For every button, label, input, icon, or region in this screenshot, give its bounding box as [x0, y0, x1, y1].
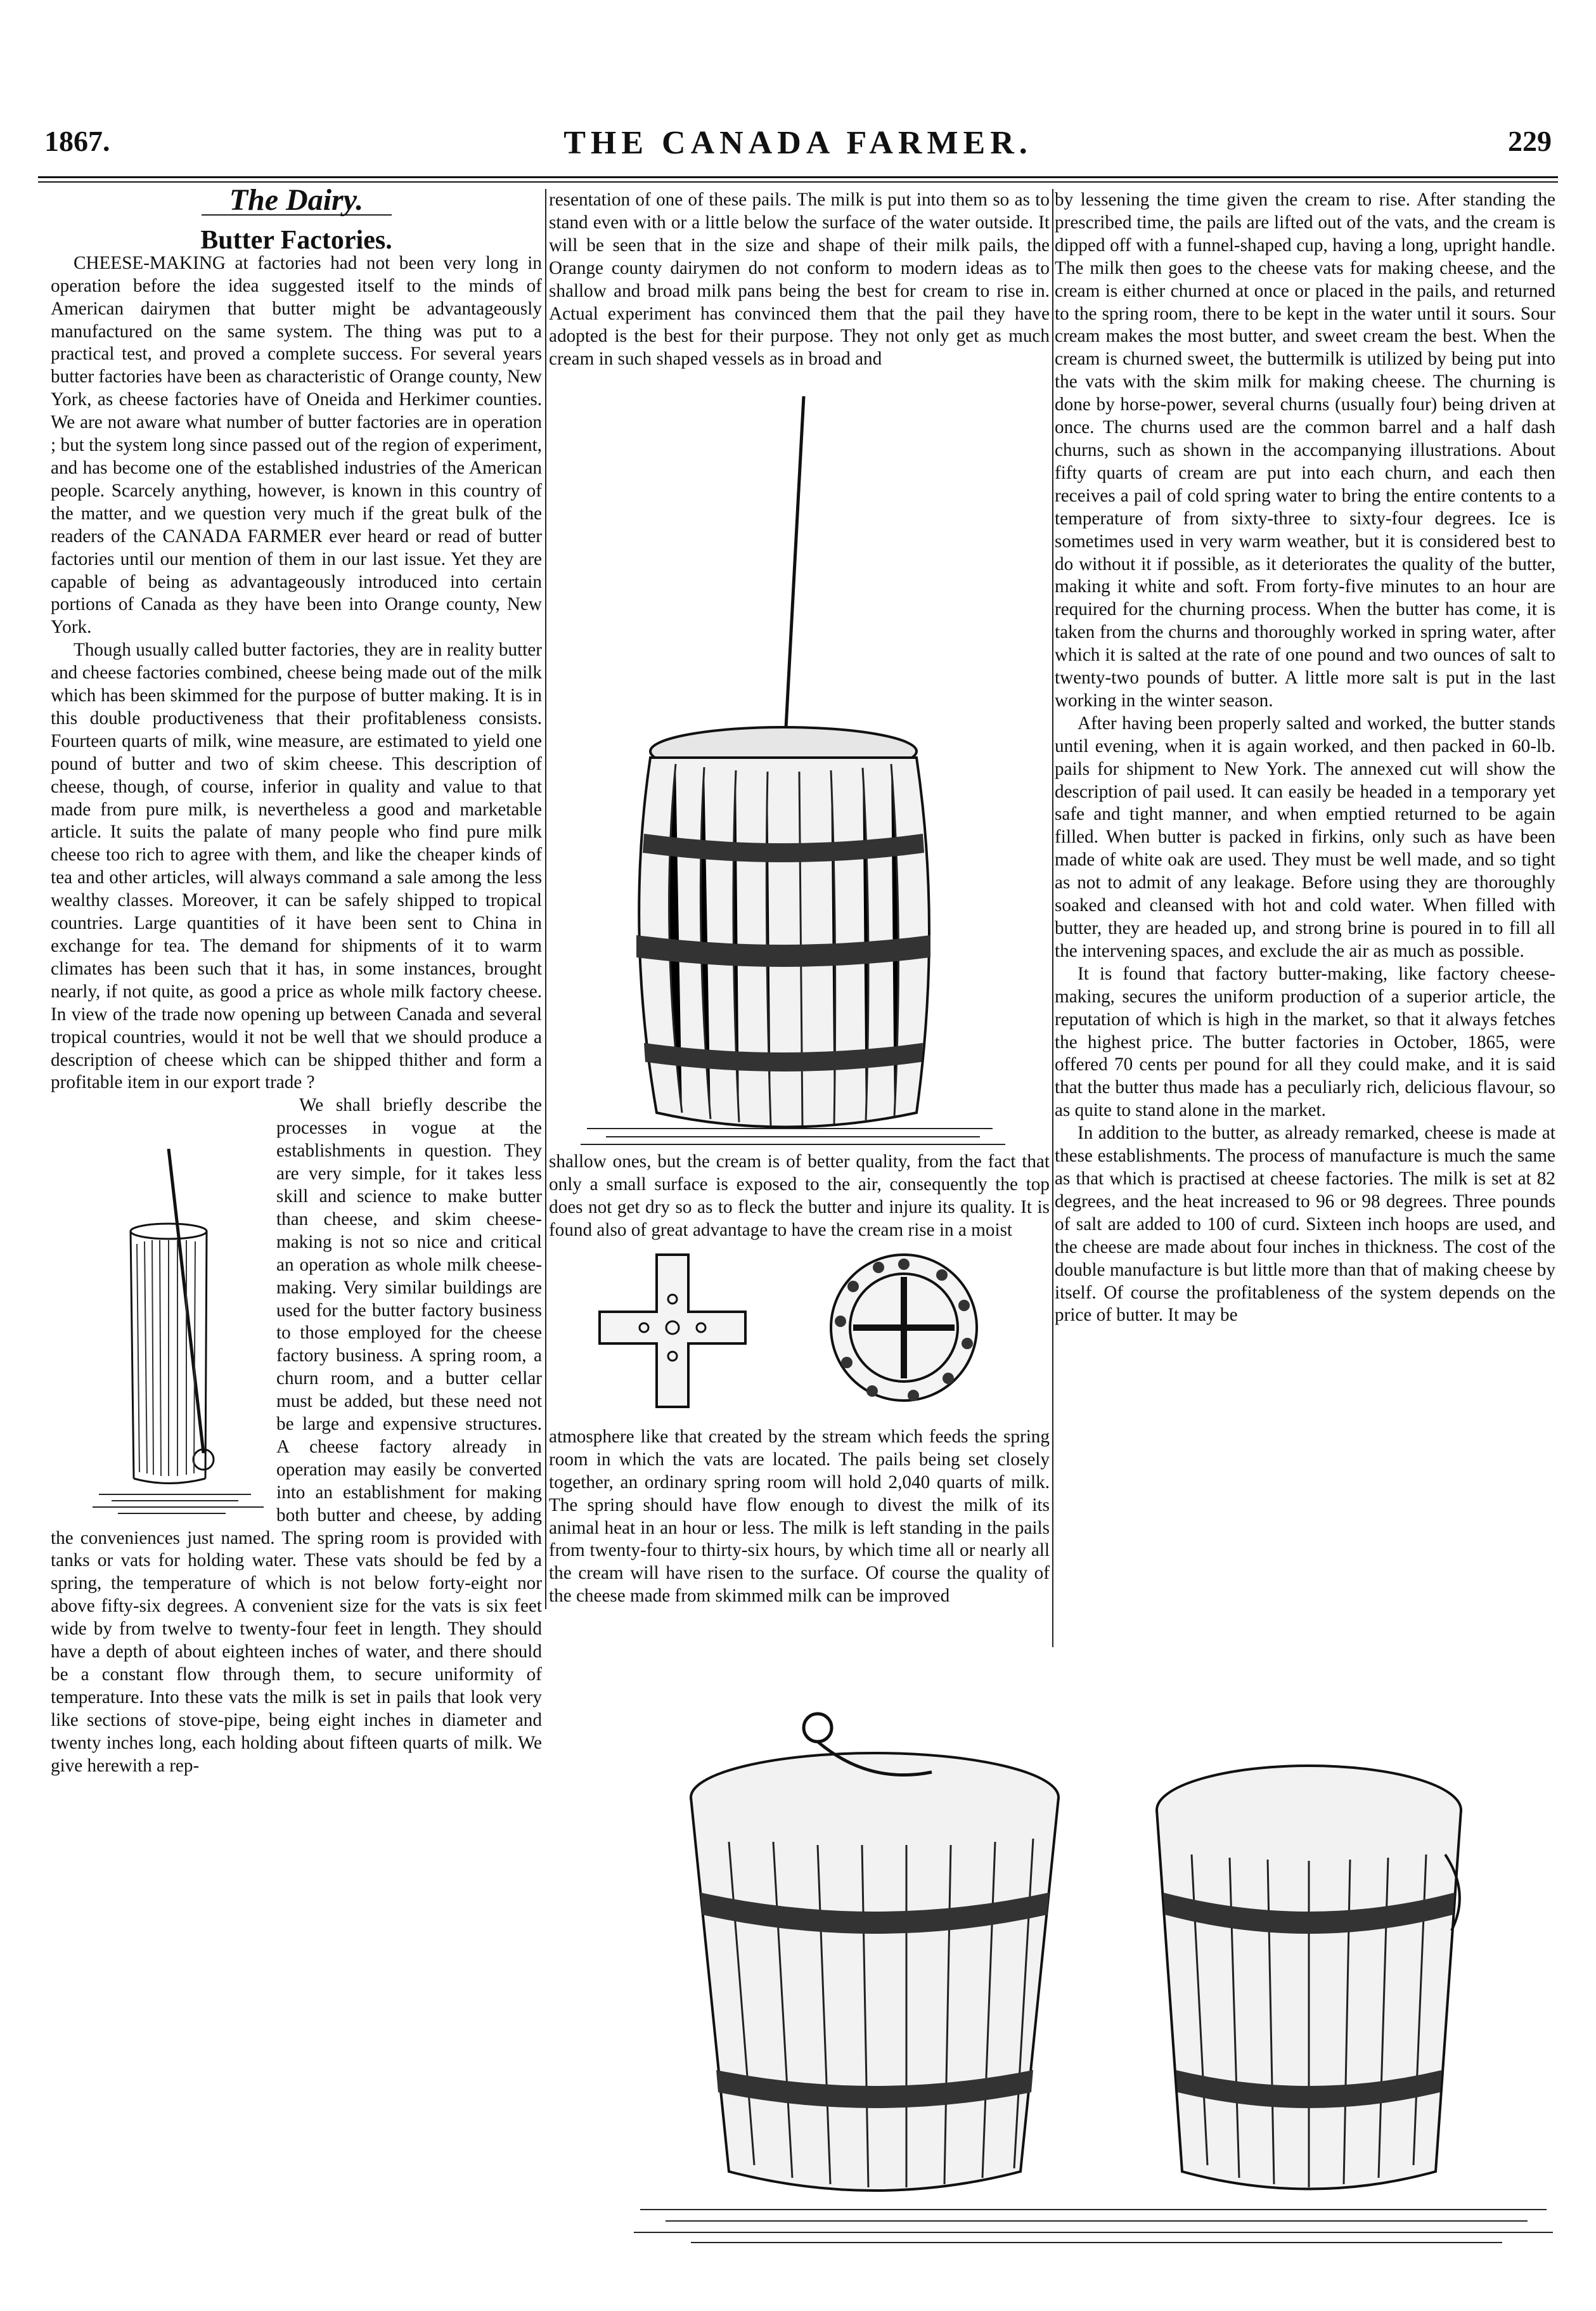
header-rule-thin: [38, 181, 1558, 183]
paragraph: In addition to the butter, as already remarked, cheese is made at these establishments. The process of manufacture is much the same as that which is practised at cheese factories. The milk is set at 82 degrees, and the heat increased to 96 or 98 degrees. Three pounds of salt are added to 100 of curd. Sixteen inch hoops are used, and the cheese are made about four inches in thickness. The cost of the double manufacture is but little more than that of making cheese by itself. Of course the profitableness of the system depends on the price of butter. It may be: [1055, 1123, 1555, 1326]
butter-pails-illustration: [627, 1690, 1559, 2248]
dasher-cross-icon: [549, 1242, 1050, 1426]
butter-pails-icon: [627, 1690, 1559, 2248]
header-rule: [38, 176, 1558, 178]
barrel-churn-icon: [549, 371, 1050, 1151]
churn-illustration: [549, 371, 1050, 1151]
header-title: THE CANADA FARMER.: [563, 125, 1033, 161]
paragraph: resentation of one of these pails. The milk is put into them so as to stand even with or a little below the surface of the water outside. It will be seen that in the size and shape of their milk pails, the Orange county dairymen do not conform to modern ideas as to shallow and broad milk pans being the best for cream to rise in. Actual experiment has convinced them that the pail they have adopted is the best for their purpose. They not only get as much cream in such shaped vessels as in broad and: [549, 190, 1050, 370]
paragraph: After having been properly salted and worked, the butter stands until evening, when it is again worked, and then packed in 60-lb. pails for shipment to New York. The annexed cut will show the description of pail used. It can easily be headed in a temporary yet safe and tight manner, and when emptied returned to be again filled. When butter is packed in firkins, only such as have been made of white oak are used. They must be well made, and so tight as not to admit of any leakage. Before using they are thoroughly soaked and cleansed with hot and cold water. When filled with butter, they are headed up, and strong brine is poured in to fill all the intervening spaces, and exclude the air as much as possible.: [1055, 713, 1555, 961]
column-divider: [545, 189, 546, 1609]
column-2: [549, 189, 1050, 1608]
header-year: 1867.: [44, 125, 110, 157]
milk-pail-icon: [74, 1098, 289, 1523]
page-header: [38, 124, 1558, 175]
paragraph: It is found that factory butter-making, like factory cheese-making, secures the uniform production of a superior article, the reputation of which is high in the market, so that it always fetches the highest price. The butter factories in October, 1865, were offered 70 cents per pound for all they could make, and it is said that the butter thus made has a peculiarly rich, delicious flavour, so as quite to stand alone in the market.: [1055, 963, 1555, 1121]
milk-pail-illustration: [51, 1098, 266, 1523]
paragraph: [51, 1094, 542, 1777]
header-page-number: 229: [1508, 125, 1552, 157]
department-heading: The Dairy.: [229, 183, 364, 217]
column-3: [1055, 189, 1555, 1327]
column-1: [51, 183, 542, 1778]
paragraph-text: We shall briefly describe the processes in vogue at the establishments in question. They are very simple, for it takes less skill and science to make butter than cheese, and skim cheese-making is not so nice and critical an operation as whole milk cheese-making. Very similar buildings are used for the butter factory business to those employed for the cheese factory business. A spring room, a churn room, and a butter cellar must be added, but these need not be large and expensive structures. A cheese factory already in operation may easily be converted into an establishment for making both butter and cheese, by adding the conveniences just named. The spring room is provided with tanks or vats for holding water. These vats should be fed by a spring, the temperature of which is not below forty-eight nor above fifty-six degrees. A convenient size for the vats is six feet wide by from twelve to twenty-four feet in length. They should have a depth of about eighteen inches of water, and there should be a constant flow through them, to secure uniformity of temperature. Into these vats the milk is set in pails that look very like sections of stove-pipe, being eight inches in diameter and twenty inches long, each holding about fifteen quarts of milk. We give herewith a rep-: [51, 1095, 542, 1776]
paragraph: by lessening the time given the cream to rise. After standing the prescribed time, the pails are lifted out of the vats, and the cream is dipped off with a funnel-shaped cup, having a long, upright handle. The milk then goes to the cheese vats for making cheese, and the cream is either churned at once or placed in the pails, and returned to the spring room, there to be kept in the water until it sours. Sour cream makes the most butter, and sweet cream the best. When the cream is churned sweet, the buttermilk is utilized by being put into the vats with the skim milk for making cheese. The churning is done by horse-power, several churns (usually four) being driven at once. The churns used are the common barrel and a half dash churns, such as shown in the accompanying illustrations. About fifty quarts of cream are put into each churn, and each then receives a pail of cold spring water to bring the entire contents to a temperature of from sixty-three to sixty-four degrees. Ice is sometimes used in very warm weather, but it is considered best to do without it if possible, as it deteriorates the quality of the butter, making it white and soft. From forty-five minutes to an hour are required for the churning process. When the butter has come, it is taken from the churns and thoroughly worked in spring water, after which it is salted at the rate of one pound and two ounces of salt to twenty-two pounds of butter. A little more salt is put in the last working in the winter season.: [1055, 190, 1555, 711]
paragraph: CHEESE-MAKING at factories had not been very long in operation before the idea suggested itself to the minds of American dairymen that butter might be advantageously manufactured on the same system. The thing was put to a practical test, and proved a complete success. For several years butter factories have been as characteristic of Orange county, New York, as cheese factories have of Oneida and Herkimer counties. We are not aware what number of butter factories are in operation ; but the system long since passed out of the region of experiment, and has become one of the established industries of the American people. Scarcely anything, however, is known in this country of the matter, and we question very much if the great bulk of the readers of the CANADA FARMER ever heard or read of butter factories until our mention of them in our last issue. Yet they are capable of being as advantageously introduced into certain portions of Canada as they have been into Orange county, New York.: [51, 252, 542, 638]
paragraph: Though usually called butter factories, they are in reality butter and cheese factories combined, cheese being made out of the milk which has been skimmed for the purpose of butter making. It is in this double productiveness that their profitableness consists. Fourteen quarts of milk, wine measure, are estimated to yield one pound of butter and two of skim cheese. This description of cheese, though, of course, inferior in quality and value to that made from pure milk, is nevertheless a good and marketable article. It suits the palate of many people who find pure milk cheese too rich to agree with them, and like the cheaper kinds of tea and other articles, will always command a sale among the less wealthy classes. Moreover, it can be safely shipped to tropical countries. Large quantities of it have been sent to China in exchange for tea. The demand for shipments of it to warm climates has been such that it has, in some instances, brought nearly, if not quite, as good a price as whole milk factory cheese. In view of the trade now opening up between Canada and several tropical countries, would it not be well that we should produce a description of cheese which can be shipped thither and form a profitable item in our export trade ?: [51, 640, 542, 1093]
paragraph: atmosphere like that created by the stream which feeds the spring room in which the vats are located. The pails being set closely together, an ordinary spring room will hold 2,040 quarts of milk. The spring should have flow enough to divest the milk of its animal heat in an hour or less. The milk is left standing in the pails from twenty-four to thirty-six hours, by which time all or nearly all the cream will have risen to the surface. Of course the quality of the cheese made from skimmed milk can be improved: [549, 1426, 1050, 1607]
dasher-illustrations: [549, 1242, 1050, 1426]
column-divider: [1052, 189, 1053, 1647]
article-title: Butter Factories.: [200, 225, 392, 255]
paragraph: shallow ones, but the cream is of better quality, from the fact that only a small surface is exposed to the air, consequently the top does not get dry so as to fleck the butter and injure its quality. It is found also of great advantage to have the cream rise in a moist: [549, 1151, 1050, 1240]
